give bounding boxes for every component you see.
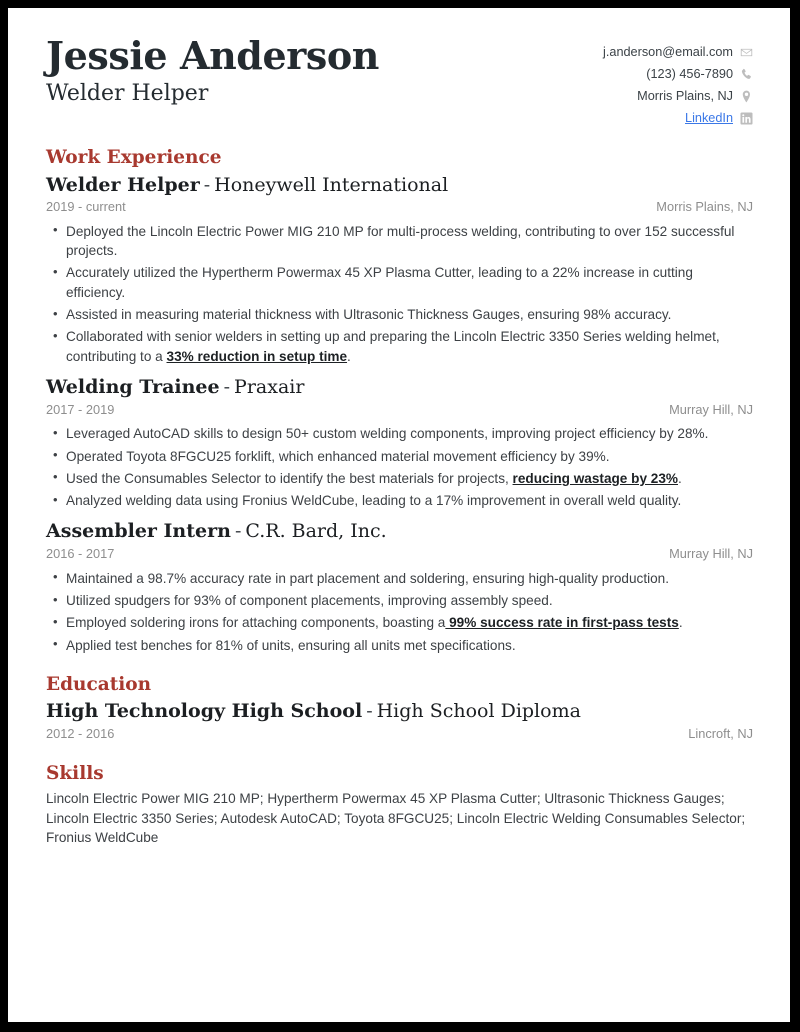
bullet-text: Collaborated with senior welders in setting up and preparing the Lincoln Electric 3350 Series welding helmet, contributing to a (66, 329, 720, 364)
entry-dates: 2019 - current (46, 199, 126, 215)
bullet-item (46, 613, 753, 632)
bullet-text-tail: . (678, 615, 683, 631)
entry-role: Assembler Intern (46, 520, 231, 543)
bullet-item (46, 491, 753, 510)
linkedin-icon[interactable] (740, 112, 753, 125)
contact-row-phone (646, 65, 753, 84)
contact-location-text: Morris Plains, NJ (637, 89, 733, 104)
experience-entry (46, 376, 753, 511)
bullet-text: Assisted in measuring material thickness with Ultrasonic Thickness Gauges, ensuring 98% accuracy. (66, 307, 672, 323)
bullet-text: Maintained a 98.7% accuracy rate in part placement and soldering, ensuring high-quality production. (66, 570, 670, 586)
bullet-item (46, 305, 753, 324)
bullet-item (46, 636, 753, 655)
entry-separator: - (366, 700, 373, 723)
section-title-work-experience: Work Experience (46, 147, 222, 169)
bullet-text: Analyzed welding data using Fronius WeldCube, leading to a 17% improvement in overall weld quality. (66, 493, 682, 509)
contact-row-linkedin[interactable] (685, 109, 753, 128)
entry-separator: - (234, 520, 242, 543)
entry-headline (46, 376, 753, 399)
identity-block (46, 34, 379, 107)
entry-meta (46, 545, 753, 564)
entry-bullet-list (46, 569, 753, 655)
contact-row-email (603, 43, 753, 62)
map-pin-icon (740, 90, 753, 103)
section-title-education: Education (46, 674, 152, 696)
bullet-text: Used the Consumables Selector to identify the best materials for projects, (66, 470, 513, 486)
contact-email-text: j.anderson@email.com (603, 45, 733, 59)
bullet-item (46, 424, 753, 443)
bullet-highlight: reducing wastage by 23% (512, 470, 678, 486)
bullet-item (46, 569, 753, 588)
section-education (46, 675, 753, 744)
contact-info-block (603, 34, 753, 128)
experience-entry (46, 174, 753, 366)
envelope-icon (740, 46, 753, 59)
bullet-text: Operated Toyota 8FGCU25 forklift, which enhanced material movement efficiency by 39%. (66, 448, 610, 464)
entry-organization: Honeywell International (214, 173, 449, 196)
entry-location: Murray Hill, NJ (669, 546, 753, 562)
bullet-text: Utilized spudgers for 93% of component placements, improving assembly speed. (66, 593, 553, 609)
bullet-text: Deployed the Lincoln Electric Power MIG 210 MP for multi-process welding, contributing to over 152 successful projects. (66, 223, 735, 259)
entry-degree: High School Diploma (376, 700, 581, 723)
bullet-text: Accurately utilized the Hypertherm Powermax 45 XP Plasma Cutter, leading to a 22% increase in cutting efficiency. (66, 265, 693, 300)
entry-headline (46, 174, 753, 197)
bullet-highlight: 33% reduction in setup time (166, 348, 348, 364)
bullet-text: Employed soldering irons for attaching components, boasting a (66, 615, 446, 631)
entry-meta (46, 401, 753, 420)
entry-separator: - (203, 173, 211, 196)
entry-dates: 2016 - 2017 (46, 546, 115, 562)
education-entry (46, 700, 753, 743)
section-title-skills: Skills (46, 762, 104, 784)
entry-role: Welder Helper (46, 173, 200, 196)
entry-separator: - (223, 375, 231, 398)
candidate-name: Jessie Anderson (46, 33, 380, 78)
contact-phone-text: (123) 456-7890 (646, 67, 733, 82)
bullet-highlight: 99% success rate in first-pass tests (445, 615, 679, 631)
entry-bullet-list (46, 424, 753, 510)
bullet-item (46, 222, 753, 261)
entry-dates: 2012 - 2016 (46, 726, 115, 742)
contact-row-location (637, 87, 753, 106)
bullet-item (46, 447, 753, 466)
entry-role: Welding Trainee (46, 375, 220, 398)
experience-entry (46, 520, 753, 655)
entry-organization: Praxair (234, 375, 305, 398)
bullet-text: Leveraged AutoCAD skills to design 50+ custom welding components, improving project efficiency by 28%. (66, 426, 709, 442)
bullet-text-tail: . (678, 470, 682, 486)
entry-bullet-list (46, 222, 753, 366)
entry-headline (46, 700, 753, 723)
entry-school: High Technology High School (46, 700, 363, 723)
candidate-job-title: Welder Helper (46, 80, 209, 106)
entry-organization: C.R. Bard, Inc. (245, 520, 387, 543)
entry-headline (46, 520, 753, 543)
section-skills (46, 764, 753, 848)
entry-meta (46, 725, 753, 744)
entry-location: Lincroft, NJ (688, 726, 753, 742)
section-work-experience (46, 148, 753, 655)
resume-page (8, 8, 790, 1022)
bullet-item (46, 591, 753, 610)
entry-dates: 2017 - 2019 (46, 401, 115, 417)
bullet-text: Applied test benches for 81% of units, ensuring all units met specifications. (66, 637, 516, 653)
bullet-item (46, 327, 753, 366)
entry-location: Murray Hill, NJ (669, 401, 753, 417)
linkedin-link[interactable]: LinkedIn (685, 111, 733, 126)
bullet-item (46, 263, 753, 302)
bullet-text-tail: . (347, 348, 351, 364)
bullet-item (46, 469, 753, 488)
resume-header (46, 34, 753, 128)
entry-location: Morris Plains, NJ (656, 199, 753, 215)
phone-icon (740, 68, 753, 81)
entry-meta (46, 198, 753, 217)
skills-list-text: Lincoln Electric Power MIG 210 MP; Hypertherm Powermax 45 XP Plasma Cutter; Ultrasonic Thickness Gauges; Lincoln Electric 3350 Series; Autodesk AutoCAD; Toyota 8FGCU25; Lincoln Electric Welding Consumables Selector; Fronius WeldCube (46, 791, 746, 846)
